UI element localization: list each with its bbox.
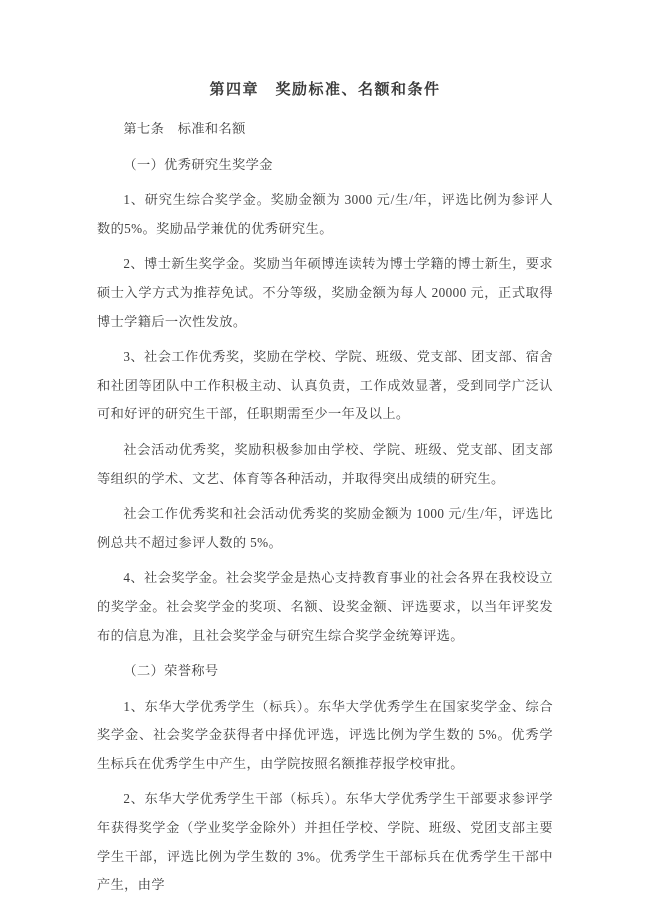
para-outstanding-student-cadre: 2、东华大学优秀学生干部（标兵）。东华大学优秀学生干部要求参评学年获得奖学金（学业奖学金除外）并担任学校、学院、班级、党团支部主要学生干部，评选比例为学生数的 3%。优秀学生干部标兵在优秀学生干部中产生，由学	[97, 791, 553, 893]
para-social-work-award: 3、社会工作优秀奖，奖励在学校、学院、班级、党支部、团支部、宿舍和社团等团队中工作积极主动、认真负责，工作成效显著，受到同学广泛认可和好评的研究生干部，任职期需至少一年及以上。	[97, 349, 553, 422]
para-social-activity-award: 社会活动优秀奖，奖励积极参加由学校、学院、班级、党支部、团支部等组织的学术、文艺、体育等各种活动，并取得突出成绩的研究生。	[97, 441, 553, 486]
chapter-title: 第四章 奖励标准、名额和条件	[209, 82, 441, 98]
para-award-amount-ratio: 社会工作优秀奖和社会活动优秀奖的奖励金额为 1000 元/生/年，评选比例总共不超过参评人数的 5%。	[97, 506, 553, 550]
para-social-scholarship: 4、社会奖学金。社会奖学金是热心支持教育事业的社会各界在我校设立的奖学金。社会奖学金的奖项、名额、设奖金额、评选要求，以当年评奖发布的信息为准，且社会奖学金与研究生综合奖学金统筹评选。	[97, 570, 553, 643]
para-doctoral-freshman-scholarship: 2、博士新生奖学金。奖励当年硕博连读转为博士学籍的博士新生，要求硕士入学方式为推荐免试。不分等级，奖励金额为每人 20000 元，正式取得博士学籍后一次性发放。	[97, 256, 553, 329]
para-comprehensive-scholarship: 1、研究生综合奖学金。奖励金额为 3000 元/生/年，评选比例为参评人数的5%。奖励品学兼优的优秀研究生。	[97, 192, 553, 236]
section-1-heading: （一）优秀研究生奖学金	[123, 156, 273, 172]
para-outstanding-student: 1、东华大学优秀学生（标兵）。东华大学优秀学生在国家奖学金、综合奖学金、社会奖学金获得者中择优评选，评选比例为学生数的 5%。优秀学生标兵在优秀学生中产生，由学院按照名额推荐报学校审批。	[97, 698, 553, 771]
article-7-heading: 第七条 标准和名额	[123, 121, 246, 136]
section-2-heading: （二）荣誉称号	[123, 663, 219, 679]
